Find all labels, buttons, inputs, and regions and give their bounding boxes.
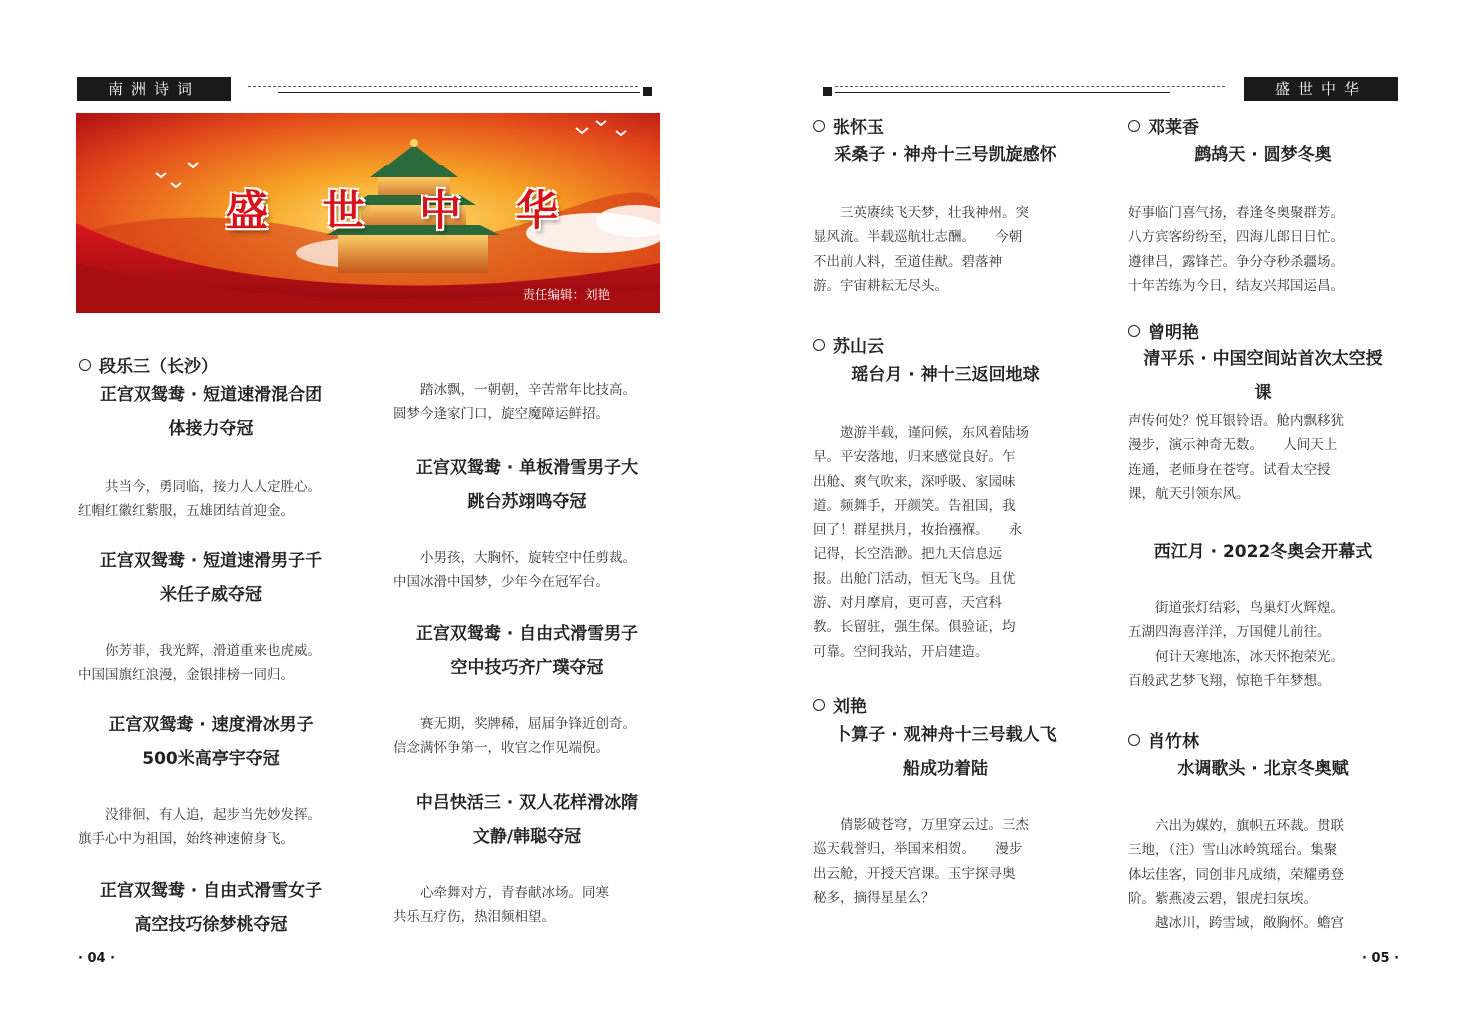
section-banner (76, 113, 660, 313)
right-header-rule (835, 86, 1225, 87)
author-name: 曾明艳 (1128, 318, 1199, 343)
right-header-rule-solid (835, 92, 1170, 93)
author-name: 张怀玉 (813, 113, 884, 138)
page-number-right: · 05 · (1362, 951, 1400, 966)
banner-editor: 责任编辑：刘艳 (522, 287, 610, 302)
author-name: 邓莱香 (1128, 113, 1199, 138)
circle-bullet-icon (1128, 120, 1140, 132)
poem-body: 街道张灯结彩，鸟巢灯火辉煌。 五湖四海喜洋洋，万国健儿前往。 何计天寒地冻，冰天怀抱荣光。 百般武艺梦飞翔，惊艳千年梦想。 (1128, 600, 1344, 689)
poem-body: 六出为媒妁，旗帜五环裁。贯联 三地，（注）雪山冰岭筑瑶台。集聚 体坛佳客，同创非凡成绩，荣耀勇登 阶。紫燕凌云碧，银虎扫氛埃。 越冰川，跨雪域，敞胸怀。蟾宫 (1128, 818, 1344, 932)
left-header-rule (248, 86, 638, 87)
poem-body: 没徘徊，有人追，起步当先妙发挥。 旗手心中为祖国，始终神速俯身飞。 (78, 807, 321, 848)
left-header-rule-solid (278, 92, 640, 93)
poem-title: 水调歌头 · 北京冬奥赋 (1177, 759, 1349, 779)
poem-body: 你芳菲，我光辉，滑道重来也虎威。 中国国旗红浪漫，金银排榜一同归。 (78, 643, 321, 684)
poem-title: 正宫双鸳鸯 · 单板滑雪男子大 跳台苏翊鸣夺冠 (415, 458, 639, 512)
circle-bullet-icon (1128, 325, 1140, 337)
circle-bullet-icon (79, 359, 91, 371)
circle-bullet-icon (813, 339, 825, 351)
poem-title: 中吕快活三 · 双人花样滑冰隋 文静/韩聪夺冠 (415, 793, 639, 847)
poem-body: 共当今，勇同临，接力人人定胜心。 红帽红徽红紫服，五雄团结首迎金。 (78, 479, 321, 520)
author-name: 刘艳 (813, 692, 867, 717)
poem-title: 鹧鸪天 · 圆梦冬奥 (1194, 145, 1332, 165)
poem-title: 正宫双鸳鸯 · 短道速滑男子千 米任子威夺冠 (99, 551, 323, 605)
poem-title: 正宫双鸳鸯 · 短道速滑混合团 体接力夺冠 (99, 385, 323, 439)
page-number-left: · 04 · (78, 951, 116, 966)
circle-bullet-icon (813, 699, 825, 711)
poem-body: 小男孩，大胸怀，旋转空中任剪裁。 中国冰滑中国梦，少年今在冠军台。 (393, 550, 636, 591)
poem-body: 心牵舞对方，青春献冰场。同寒 共乐互疗伤，热泪频相望。 (393, 885, 609, 926)
poem-title: 正宫双鸳鸯 · 速度滑冰男子 500米高亭宇夺冠 (108, 715, 314, 769)
left-header-square (643, 87, 652, 96)
poem-title: 西江月 · 2022冬奥会开幕式 (1153, 542, 1373, 562)
poem-title: 正宫双鸳鸯 · 自由式滑雪男子 空中技巧齐广璞夺冠 (415, 624, 639, 678)
poem-body: 遨游半载，谨问候，东风着陆场 早。平安落地，归来感觉良好。乍 出舱、爽气吹来，深呼吸、家园味 道。频舞手，开颜笑。告祖国，我 回了！群星拱月，妆抬襁褓。 永 记得，长空浩渺。把九天信息远 报。出舱门活动，恒无飞鸟。且优 游、对月摩肩，更可喜，天宫科 教。长留驻，强生保。俱验证，均 可靠。空间我站，开启建造。 (813, 425, 1029, 660)
poem-title: 卜算子 · 观神舟十三号载人飞 船成功着陆 (834, 725, 1057, 779)
circle-bullet-icon (813, 120, 825, 132)
right-header-square (823, 87, 832, 96)
poem-body: 三英赓续飞天梦，壮我神州。突 显风流。半载巡航壮志酬。 今朝 不出前人料，至道佳猷。碧落神 游。宇宙耕耘无尽头。 (813, 205, 1029, 294)
poem-title: 采桑子 · 神舟十三号凯旋感怀 (834, 145, 1057, 165)
circle-bullet-icon (1128, 734, 1140, 746)
poem-title: 瑶台月 · 神十三返回地球 (851, 365, 1040, 385)
author-name: 段乐三（长沙） (79, 352, 218, 377)
poem-body: 倩影破苍穹，万里穿云过。三杰 巡天载誉归，举国来相贺。 漫步 出云舱，开授天宫课。玉宇探寻奥 秘多，摘得星星么？ (813, 817, 1029, 906)
poem-body: 踏冰飘，一朝朝，辛苦常年比技高。 圆梦今逢家门口，旋空魔障运鲜招。 (393, 382, 636, 423)
author-name: 苏山云 (813, 332, 884, 357)
right-header-tag: 盛世中华 (1244, 77, 1398, 101)
poem-body: 声传何处？悦耳银铃语。舱内飘移犹 漫步，演示神奇无数。 人间天上 连通，老师身在苍穹。试看太空授 课，航天引领东风。 (1128, 413, 1344, 502)
left-header-tag: 南洲诗词 (77, 77, 231, 101)
poem-title: 清平乐 · 中国空间站首次太空授 课 (1143, 349, 1383, 403)
poem-body: 好事临门喜气扬，春逢冬奥聚群芳。 八方宾客纷纷至，四海儿郎日日忙。 遵律吕，露锋芒。争分夺秒杀疆场。 十年苦练为今日，结友兴邦国运昌。 (1128, 205, 1344, 294)
poem-title: 正宫双鸳鸯 · 自由式滑雪女子 高空技巧徐梦桃夺冠 (99, 881, 323, 935)
author-name: 肖竹林 (1128, 727, 1199, 752)
poem-body: 赛无期，奖牌稀，屈届争锋近创奇。 信念满怀争第一，收官之作见端倪。 (393, 716, 636, 757)
banner-title: 盛 世 中 华 (226, 186, 578, 235)
